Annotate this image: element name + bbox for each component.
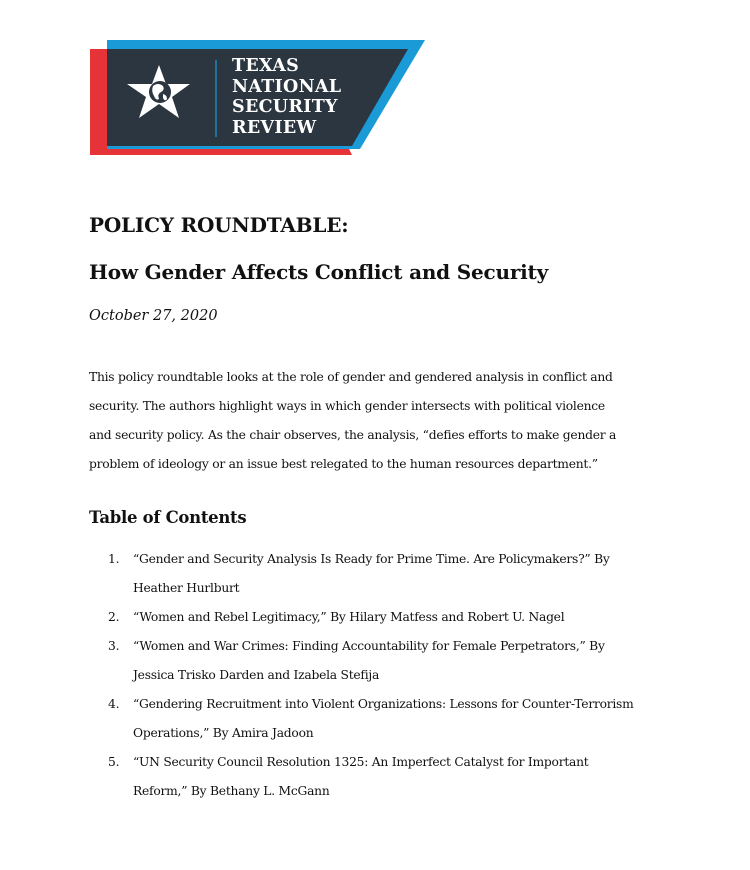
tnsr-logo	[0, 0, 750, 170]
toc-line: Operations,” By Amira Jadoon	[133, 726, 314, 740]
intro-line: This policy roundtable looks at the role of gender and gendered analysis in conflict and	[89, 370, 613, 384]
toc-item[interactable]	[108, 690, 688, 748]
toc-item[interactable]	[108, 603, 688, 632]
toc-line: Reform,” By Bethany L. McGann	[133, 784, 330, 798]
document-title: How Gender Affects Conflict and Security	[89, 260, 549, 284]
publication-date: October 27, 2020	[89, 308, 218, 324]
toc-line: Jessica Trisko Darden and Izabela Stefija	[133, 668, 380, 682]
toc-line: “Gendering Recruitment into Violent Organizations: Lessons for Counter-Terrorism	[133, 697, 634, 711]
logo-wordmark	[232, 56, 341, 138]
toc-line: Heather Hurlburt	[133, 581, 240, 595]
toc-item[interactable]	[108, 545, 688, 603]
toc-line: “Gender and Security Analysis Is Ready for Prime Time. Are Policymakers?” By	[133, 552, 610, 566]
toc-number: 4.	[108, 697, 120, 711]
document-kicker: POLICY ROUNDTABLE:	[89, 213, 349, 237]
toc-number: 5.	[108, 755, 120, 769]
toc-number: 1.	[108, 552, 120, 566]
logo-line: TEXAS	[232, 56, 300, 76]
logo-shapes	[0, 0, 750, 170]
logo-line: NATIONAL	[232, 76, 342, 97]
toc-number: 2.	[108, 610, 120, 624]
toc-heading: Table of Contents	[89, 508, 247, 527]
intro-line: and security policy. As the chair observes, the analysis, “defies efforts to make gender a	[89, 428, 617, 442]
toc-number: 3.	[108, 639, 120, 653]
logo-line: REVIEW	[232, 117, 317, 138]
toc-line: “Women and Rebel Legitimacy,” By Hilary Matfess and Robert U. Nagel	[133, 610, 565, 624]
toc-item[interactable]	[108, 748, 688, 806]
intro-paragraph	[89, 363, 669, 479]
table-of-contents	[108, 545, 688, 806]
intro-line: security. The authors highlight ways in which gender intersects with political violence	[89, 399, 605, 413]
toc-line: “Women and War Crimes: Finding Accountability for Female Perpetrators,” By	[133, 639, 605, 653]
intro-line: problem of ideology or an issue best relegated to the human resources department.”	[89, 457, 598, 471]
toc-line: “UN Security Council Resolution 1325: An Imperfect Catalyst for Important	[133, 755, 589, 769]
toc-item[interactable]	[108, 632, 688, 690]
logo-line: SECURITY	[232, 97, 338, 117]
